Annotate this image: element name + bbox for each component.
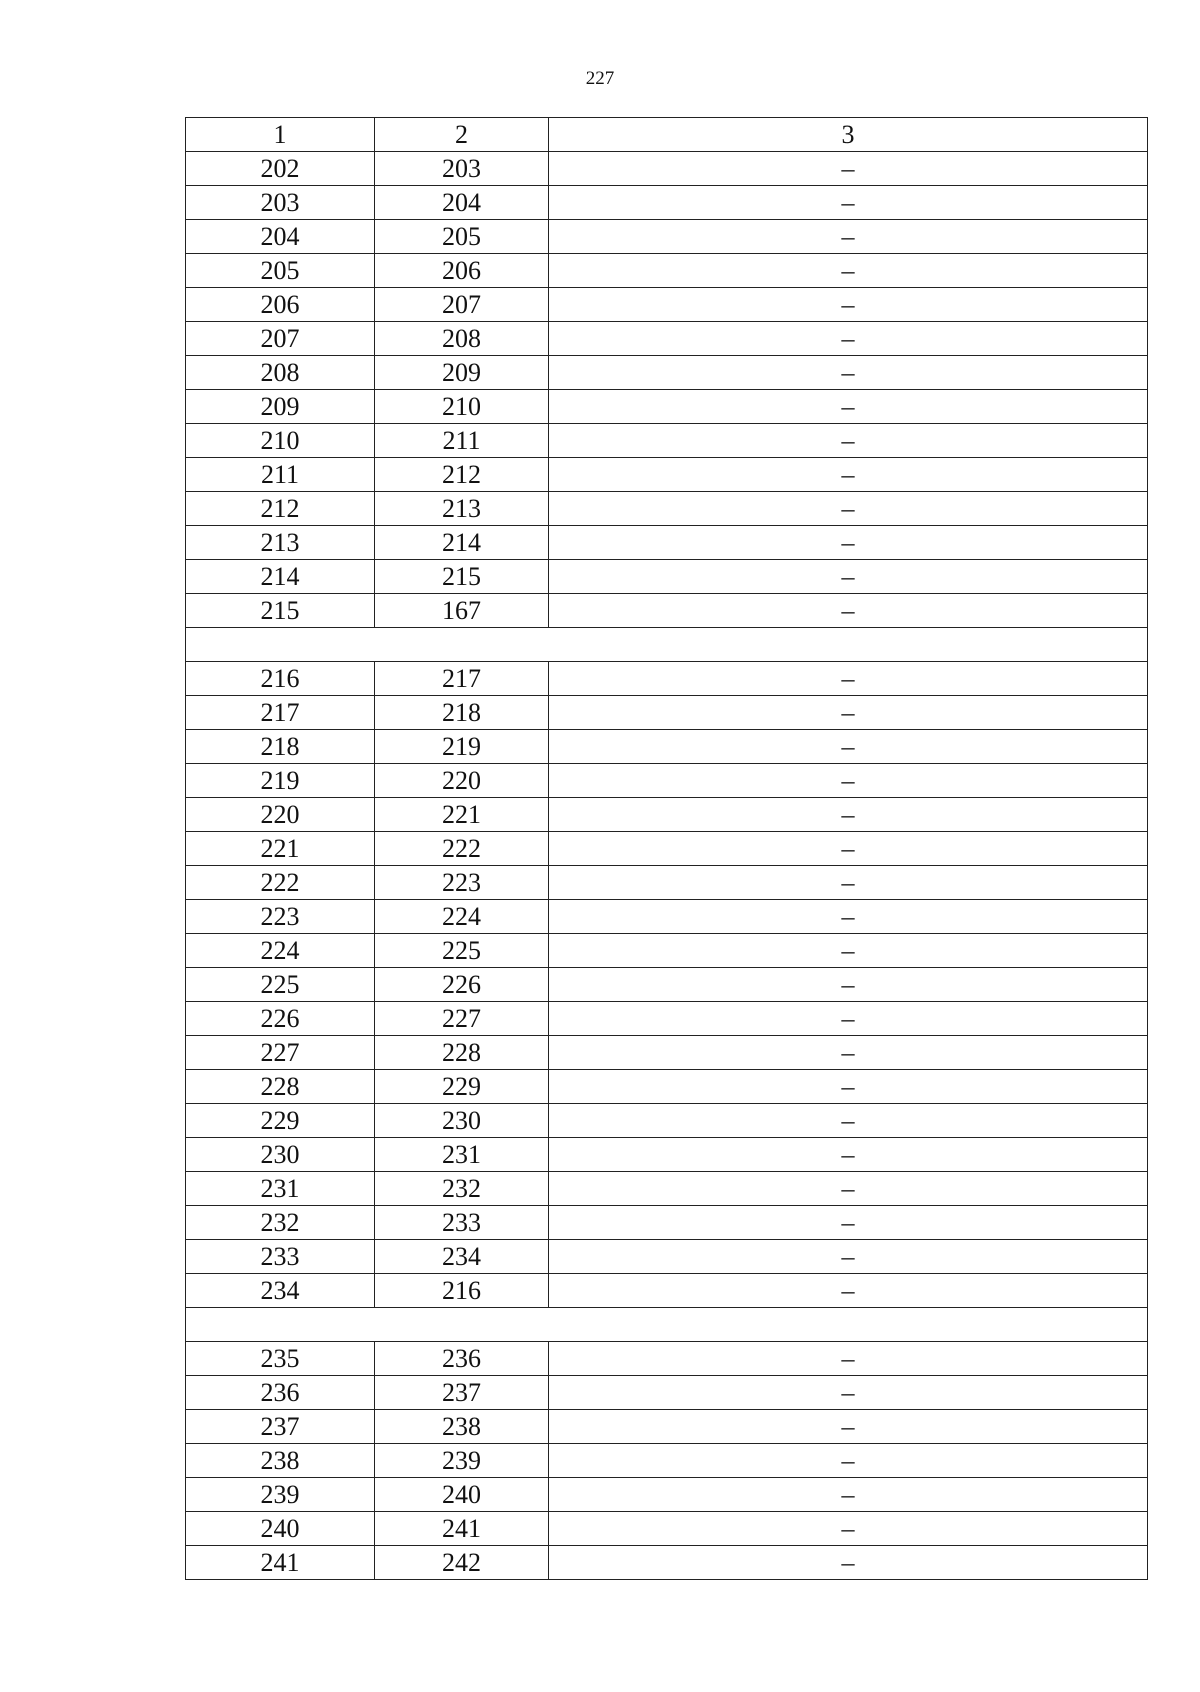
table-cell-col1: 231 (186, 1172, 375, 1206)
table-cell-col3: – (549, 1240, 1148, 1274)
table-cell-col3: – (549, 696, 1148, 730)
table-cell-col3: – (549, 968, 1148, 1002)
table-cell-col2: 217 (375, 662, 549, 696)
table-cell-col1: 213 (186, 526, 375, 560)
table-row (186, 1206, 1148, 1240)
table-cell-col3: – (549, 1376, 1148, 1410)
table-cell-col2: 234 (375, 1240, 549, 1274)
table-row (186, 866, 1148, 900)
table-cell-col2: 203 (375, 152, 549, 186)
table-cell-col1: 205 (186, 254, 375, 288)
table-cell-col2: 232 (375, 1172, 549, 1206)
table-cell-col3: – (549, 288, 1148, 322)
table-cell-col1: 219 (186, 764, 375, 798)
table-row (186, 730, 1148, 764)
table-cell-col3: – (549, 390, 1148, 424)
table-cell-col1: 214 (186, 560, 375, 594)
table-cell-col1: 221 (186, 832, 375, 866)
table-cell-col3: – (549, 1546, 1148, 1580)
table-cell-col2: 216 (375, 1274, 549, 1308)
table-row (186, 662, 1148, 696)
table-cell-col1: 225 (186, 968, 375, 1002)
table-row (186, 934, 1148, 968)
separator-cell (186, 1308, 1148, 1342)
table-cell-col1: 237 (186, 1410, 375, 1444)
separator-cell (186, 628, 1148, 662)
table-cell-col3: – (549, 1138, 1148, 1172)
table-cell-col1: 207 (186, 322, 375, 356)
table-row (186, 526, 1148, 560)
table-cell-col3: – (549, 560, 1148, 594)
table-row (186, 968, 1148, 1002)
table-row (186, 390, 1148, 424)
table-row (186, 1172, 1148, 1206)
table-row (186, 1410, 1148, 1444)
table-row (186, 1342, 1148, 1376)
table-row (186, 458, 1148, 492)
table-cell-col2: 227 (375, 1002, 549, 1036)
table-cell-col3: – (549, 254, 1148, 288)
table-cell-col1: 235 (186, 1342, 375, 1376)
table-cell-col3: – (549, 900, 1148, 934)
table-row (186, 254, 1148, 288)
table-cell-col1: 220 (186, 798, 375, 832)
table-cell-col3: – (549, 798, 1148, 832)
table-cell-col3: – (549, 866, 1148, 900)
table-cell-col3: – (549, 1410, 1148, 1444)
table-row (186, 492, 1148, 526)
table-cell-col3: – (549, 356, 1148, 390)
table-row (186, 424, 1148, 458)
table-cell-col1: 211 (186, 458, 375, 492)
table-cell-col3: – (549, 1342, 1148, 1376)
table-cell-col2: 205 (375, 220, 549, 254)
table-cell-col1: 210 (186, 424, 375, 458)
table-cell-col2: 226 (375, 968, 549, 1002)
header-row (186, 118, 1148, 152)
table-cell-col1: 236 (186, 1376, 375, 1410)
table-cell-col2: 167 (375, 594, 549, 628)
header-cell-2: 2 (375, 118, 549, 152)
table-cell-col3: – (549, 1478, 1148, 1512)
table-row (186, 696, 1148, 730)
table-row (186, 1274, 1148, 1308)
section-separator-row (186, 628, 1148, 662)
table-row (186, 1240, 1148, 1274)
table-cell-col1: 223 (186, 900, 375, 934)
table-cell-col1: 241 (186, 1546, 375, 1580)
table-row (186, 186, 1148, 220)
table-cell-col1: 209 (186, 390, 375, 424)
table-cell-col1: 232 (186, 1206, 375, 1240)
table-cell-col1: 229 (186, 1104, 375, 1138)
table-cell-col1: 208 (186, 356, 375, 390)
table-cell-col3: – (549, 1206, 1148, 1240)
table-cell-col1: 218 (186, 730, 375, 764)
table-cell-col3: – (549, 1512, 1148, 1546)
table-cell-col2: 211 (375, 424, 549, 458)
table-cell-col2: 230 (375, 1104, 549, 1138)
table-cell-col2: 233 (375, 1206, 549, 1240)
table-cell-col1: 217 (186, 696, 375, 730)
data-table (185, 117, 1148, 1580)
table-cell-col2: 209 (375, 356, 549, 390)
table-cell-col3: – (549, 832, 1148, 866)
table-cell-col2: 238 (375, 1410, 549, 1444)
table-row (186, 1512, 1148, 1546)
table-row (186, 1104, 1148, 1138)
table-cell-col3: – (549, 1070, 1148, 1104)
table-cell-col1: 204 (186, 220, 375, 254)
table-row (186, 288, 1148, 322)
table-cell-col3: – (549, 662, 1148, 696)
header-cell-1: 1 (186, 118, 375, 152)
table-row (186, 1376, 1148, 1410)
table-cell-col1: 215 (186, 594, 375, 628)
table-cell-col3: – (549, 492, 1148, 526)
table-row (186, 1444, 1148, 1478)
table-cell-col1: 239 (186, 1478, 375, 1512)
table-cell-col1: 228 (186, 1070, 375, 1104)
table-row (186, 764, 1148, 798)
table-cell-col2: 228 (375, 1036, 549, 1070)
table-cell-col1: 234 (186, 1274, 375, 1308)
table-cell-col2: 214 (375, 526, 549, 560)
table-cell-col2: 239 (375, 1444, 549, 1478)
table-cell-col2: 215 (375, 560, 549, 594)
table-cell-col1: 222 (186, 866, 375, 900)
table-row (186, 1070, 1148, 1104)
table-cell-col1: 226 (186, 1002, 375, 1036)
table-row (186, 1036, 1148, 1070)
table-cell-col2: 207 (375, 288, 549, 322)
table-cell-col2: 223 (375, 866, 549, 900)
table-cell-col2: 240 (375, 1478, 549, 1512)
table-cell-col1: 203 (186, 186, 375, 220)
table-cell-col3: – (549, 458, 1148, 492)
table-cell-col2: 221 (375, 798, 549, 832)
table-cell-col3: – (549, 526, 1148, 560)
table-cell-col1: 230 (186, 1138, 375, 1172)
table-row (186, 594, 1148, 628)
table-cell-col2: 204 (375, 186, 549, 220)
table-row (186, 1546, 1148, 1580)
table-cell-col3: – (549, 1002, 1148, 1036)
table-cell-col2: 213 (375, 492, 549, 526)
table-cell-col2: 218 (375, 696, 549, 730)
table-cell-col3: – (549, 1036, 1148, 1070)
table-row (186, 220, 1148, 254)
table-cell-col3: – (549, 424, 1148, 458)
table-cell-col3: – (549, 186, 1148, 220)
table-body (186, 118, 1148, 1580)
table-cell-col3: – (549, 730, 1148, 764)
table-cell-col3: – (549, 1104, 1148, 1138)
table-row (186, 560, 1148, 594)
table-cell-col2: 229 (375, 1070, 549, 1104)
table-cell-col1: 238 (186, 1444, 375, 1478)
table-cell-col3: – (549, 1172, 1148, 1206)
section-separator-row (186, 1308, 1148, 1342)
table-cell-col1: 233 (186, 1240, 375, 1274)
table-cell-col3: – (549, 594, 1148, 628)
table-cell-col3: – (549, 1444, 1148, 1478)
table-cell-col3: – (549, 152, 1148, 186)
table-cell-col1: 240 (186, 1512, 375, 1546)
table-cell-col1: 202 (186, 152, 375, 186)
table-cell-col1: 206 (186, 288, 375, 322)
header-cell-3: 3 (549, 118, 1148, 152)
table-row (186, 152, 1148, 186)
table-cell-col2: 242 (375, 1546, 549, 1580)
table-cell-col2: 225 (375, 934, 549, 968)
table-row (186, 322, 1148, 356)
table-cell-col1: 216 (186, 662, 375, 696)
table-row (186, 832, 1148, 866)
table-cell-col3: – (549, 764, 1148, 798)
table-cell-col2: 241 (375, 1512, 549, 1546)
table-cell-col2: 237 (375, 1376, 549, 1410)
table-row (186, 1478, 1148, 1512)
table-cell-col2: 219 (375, 730, 549, 764)
table-cell-col2: 222 (375, 832, 549, 866)
table-cell-col2: 210 (375, 390, 549, 424)
table-cell-col1: 224 (186, 934, 375, 968)
table-row (186, 900, 1148, 934)
table-cell-col3: – (549, 1274, 1148, 1308)
table-cell-col3: – (549, 220, 1148, 254)
table-cell-col1: 212 (186, 492, 375, 526)
table-cell-col2: 231 (375, 1138, 549, 1172)
table-row (186, 1002, 1148, 1036)
table-cell-col2: 206 (375, 254, 549, 288)
table-cell-col2: 236 (375, 1342, 549, 1376)
page-number: 227 (585, 68, 615, 89)
table-cell-col1: 227 (186, 1036, 375, 1070)
table-row (186, 798, 1148, 832)
table-cell-col3: – (549, 934, 1148, 968)
table-cell-col2: 212 (375, 458, 549, 492)
table-row (186, 356, 1148, 390)
table-cell-col3: – (549, 322, 1148, 356)
table-cell-col2: 208 (375, 322, 549, 356)
table-row (186, 1138, 1148, 1172)
table-cell-col2: 224 (375, 900, 549, 934)
table-cell-col2: 220 (375, 764, 549, 798)
